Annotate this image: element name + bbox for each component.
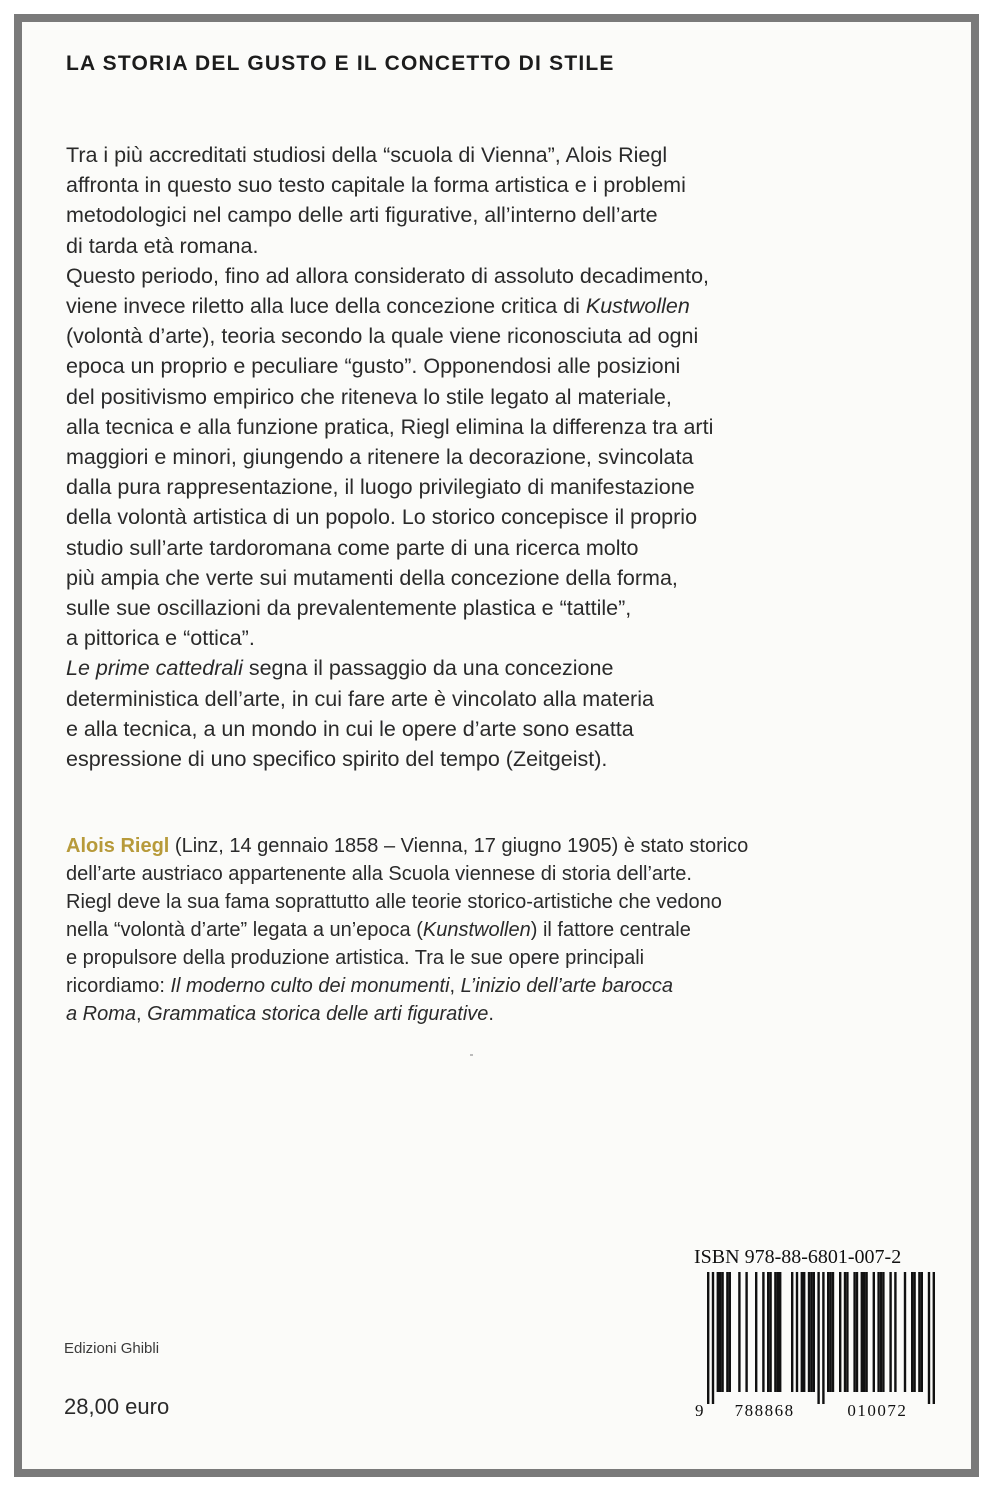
author-bio-paragraph [66, 832, 936, 1028]
barcode-bar [810, 1272, 812, 1392]
barcode-digits: 788868 [734, 1401, 795, 1420]
description-line [66, 593, 936, 623]
barcode-digits: 9 [695, 1401, 705, 1420]
text-run: studio sull’arte tardoromana come parte di una ricerca molto [66, 535, 639, 560]
text-run: L’inizio dell’arte barocca [460, 975, 673, 997]
text-run: , [449, 975, 461, 997]
barcode-bar [933, 1272, 935, 1404]
text-run: segna il passaggio da una concezione [242, 656, 614, 681]
text-run: a pittorica e “ottica”. [66, 626, 255, 651]
text-run: dell’arte austriaco appartenente alla Scuola viennese di storia dell’arte. [66, 863, 692, 885]
isbn-barcode [687, 1272, 937, 1422]
barcode-bar [729, 1272, 731, 1392]
text-run: Grammatica storica delle arti figurative [147, 1003, 489, 1025]
barcode-bar [767, 1272, 769, 1392]
barcode-bar [928, 1272, 930, 1404]
text-run: epoca un proprio e peculiare “gusto”. Opponendosi alle posizioni [66, 354, 681, 379]
text-run: dalla pura rappresentazione, il luogo privilegiato di manifestazione [66, 475, 695, 500]
text-run: deterministica dell’arte, in cui fare arte è vincolato alla materia [66, 686, 654, 711]
text-run: della volontà artistica di un popolo. Lo storico concepisce il proprio [66, 505, 698, 530]
text-run: Kunstwollen [422, 919, 531, 941]
description-line [66, 321, 936, 351]
text-run: Riegl deve la sua fama soprattutto alle teorie storico-artistiche che vedono [66, 891, 722, 913]
description-line [66, 714, 936, 744]
text-run: del positivismo empirico che riteneva lo stile legato al materiale, [66, 384, 672, 409]
description-line [66, 261, 936, 291]
barcode-bar [779, 1272, 781, 1392]
barcode-bar [827, 1272, 829, 1392]
barcode-bar [803, 1272, 805, 1392]
barcode-bar [865, 1272, 867, 1392]
description-line [66, 684, 936, 714]
text-run: di tarda età romana. [66, 233, 259, 258]
description-line [66, 170, 936, 200]
author-bio-line [66, 832, 936, 860]
description-line [66, 502, 936, 532]
barcode-bar [721, 1272, 723, 1392]
barcode-bar [707, 1272, 709, 1404]
text-run: (volontà d’arte), teoria secondo la quale viene riconosciuta ad ogni [66, 324, 699, 349]
barcode-bar [762, 1272, 764, 1392]
text-run: affronta in questo suo testo capitale la forma artistica e i problemi [66, 173, 686, 198]
text-run: Questo periodo, fino ad allora considerato di assoluto decadimento, [66, 263, 710, 288]
description-line [66, 291, 936, 321]
barcode-bar [832, 1272, 834, 1392]
description-line [66, 351, 936, 381]
text-run: ricordiamo: [66, 975, 171, 997]
barcode-bar [717, 1272, 719, 1392]
author-bio-line [66, 860, 936, 888]
description-line [66, 382, 936, 412]
barcode-bar [839, 1272, 841, 1392]
description-line [66, 653, 936, 683]
barcode-graphic [687, 1272, 937, 1422]
back-cover [14, 14, 979, 1477]
text-run: più ampia che verte sui mutamenti della concezione della forma, [66, 565, 678, 590]
barcode-bar [769, 1272, 771, 1392]
barcode-bar [856, 1272, 858, 1392]
author-name: Alois Riegl [66, 835, 170, 857]
author-bio-line [66, 916, 936, 944]
barcode-bar [808, 1272, 810, 1392]
barcode-bar [918, 1272, 920, 1392]
text-run: Kustwollen [585, 294, 690, 319]
text-run: nella “volontà d’arte” legata a un’epoca ( [66, 919, 423, 941]
text-run: sulle sue oscillazioni da prevalentemente plastica e “tattile”, [66, 596, 632, 621]
barcode-bar [822, 1272, 824, 1404]
barcode-bar [719, 1272, 721, 1392]
isbn-label: ISBN 978-88-6801-007-2 [694, 1246, 902, 1268]
publisher-name: Edizioni Ghibli [64, 1340, 160, 1357]
text-run: maggiori e minori, giungendo a ritenere la decorazione, svincolata [66, 445, 694, 470]
description-line [66, 200, 936, 230]
description-line [66, 472, 936, 502]
barcode-bar [745, 1272, 747, 1392]
author-bio-line [66, 944, 936, 972]
description-line [66, 140, 936, 170]
barcode-bar [844, 1272, 846, 1392]
barcode-bar [880, 1272, 882, 1392]
barcode-bar [913, 1272, 915, 1392]
barcode-bar [796, 1272, 798, 1392]
description-line [66, 533, 936, 563]
text-run: e alla tecnica, a un mondo in cui le opere d’arte sono esatta [66, 716, 634, 741]
author-bio-line [66, 972, 936, 1000]
barcode-bar [861, 1272, 863, 1392]
text-run: ) il fattore centrale [530, 919, 691, 941]
barcode-bar [921, 1272, 923, 1392]
speck [470, 1054, 473, 1056]
barcode-bar [755, 1272, 757, 1392]
text-run: alla tecnica e alla funzione pratica, Riegl elimina la differenza tra arti [66, 414, 714, 439]
text-run: Il moderno culto dei monumenti [170, 975, 450, 997]
barcode-bar [873, 1272, 875, 1392]
barcode-bar [863, 1272, 865, 1392]
barcode-bar [911, 1272, 913, 1392]
barcode-bar [738, 1272, 740, 1392]
description-line [66, 623, 936, 653]
barcode-bar [894, 1272, 896, 1392]
barcode-bar [853, 1272, 855, 1392]
barcode-bar [889, 1272, 891, 1392]
text-run: (Linz, 14 gennaio 1858 – Vienna, 17 giugno 1905) è stato storico [169, 835, 749, 857]
description-line [66, 563, 936, 593]
price: 28,00 euro [64, 1394, 170, 1419]
barcode-bar [791, 1272, 793, 1392]
barcode-bar [774, 1272, 776, 1392]
text-run: a Roma [66, 1003, 137, 1025]
text-run: . [488, 1003, 494, 1025]
text-run: metodologici nel campo delle arti figurative, all’interno dell’arte [66, 203, 658, 228]
description-line [66, 744, 936, 774]
description-paragraph [66, 140, 936, 774]
author-bio-line [66, 1000, 936, 1028]
barcode-bar [801, 1272, 803, 1392]
barcode-bar [817, 1272, 819, 1404]
barcode-bar [726, 1272, 728, 1392]
text-run: Le prime cattedrali [66, 656, 243, 681]
text-run: Tra i più accreditati studiosi della “scuola di Vienna”, Alois Riegl [66, 143, 668, 167]
barcode-digits: 010072 [847, 1401, 908, 1420]
description-line [66, 412, 936, 442]
text-run: , [136, 1003, 148, 1025]
author-bio-line [66, 888, 936, 916]
text-run: espressione di uno specifico spirito del tempo (Zeitgeist). [66, 747, 608, 772]
barcode-bar [846, 1272, 848, 1392]
barcode-bar [777, 1272, 779, 1392]
barcode-bar [813, 1272, 815, 1392]
barcode-bar [882, 1272, 884, 1392]
description-line [66, 442, 936, 472]
text-run: viene invece riletto alla luce della concezione critica di [66, 294, 586, 319]
barcode-bar [712, 1272, 714, 1404]
barcode-bar [829, 1272, 831, 1392]
barcode-bar [904, 1272, 906, 1392]
book-title: LA STORIA DEL GUSTO E IL CONCETTO DI STILE [66, 52, 615, 75]
text-run: e propulsore della produzione artistica. Tra le sue opere principali [66, 947, 645, 969]
barcode-bar [877, 1272, 879, 1392]
description-line [66, 231, 936, 261]
